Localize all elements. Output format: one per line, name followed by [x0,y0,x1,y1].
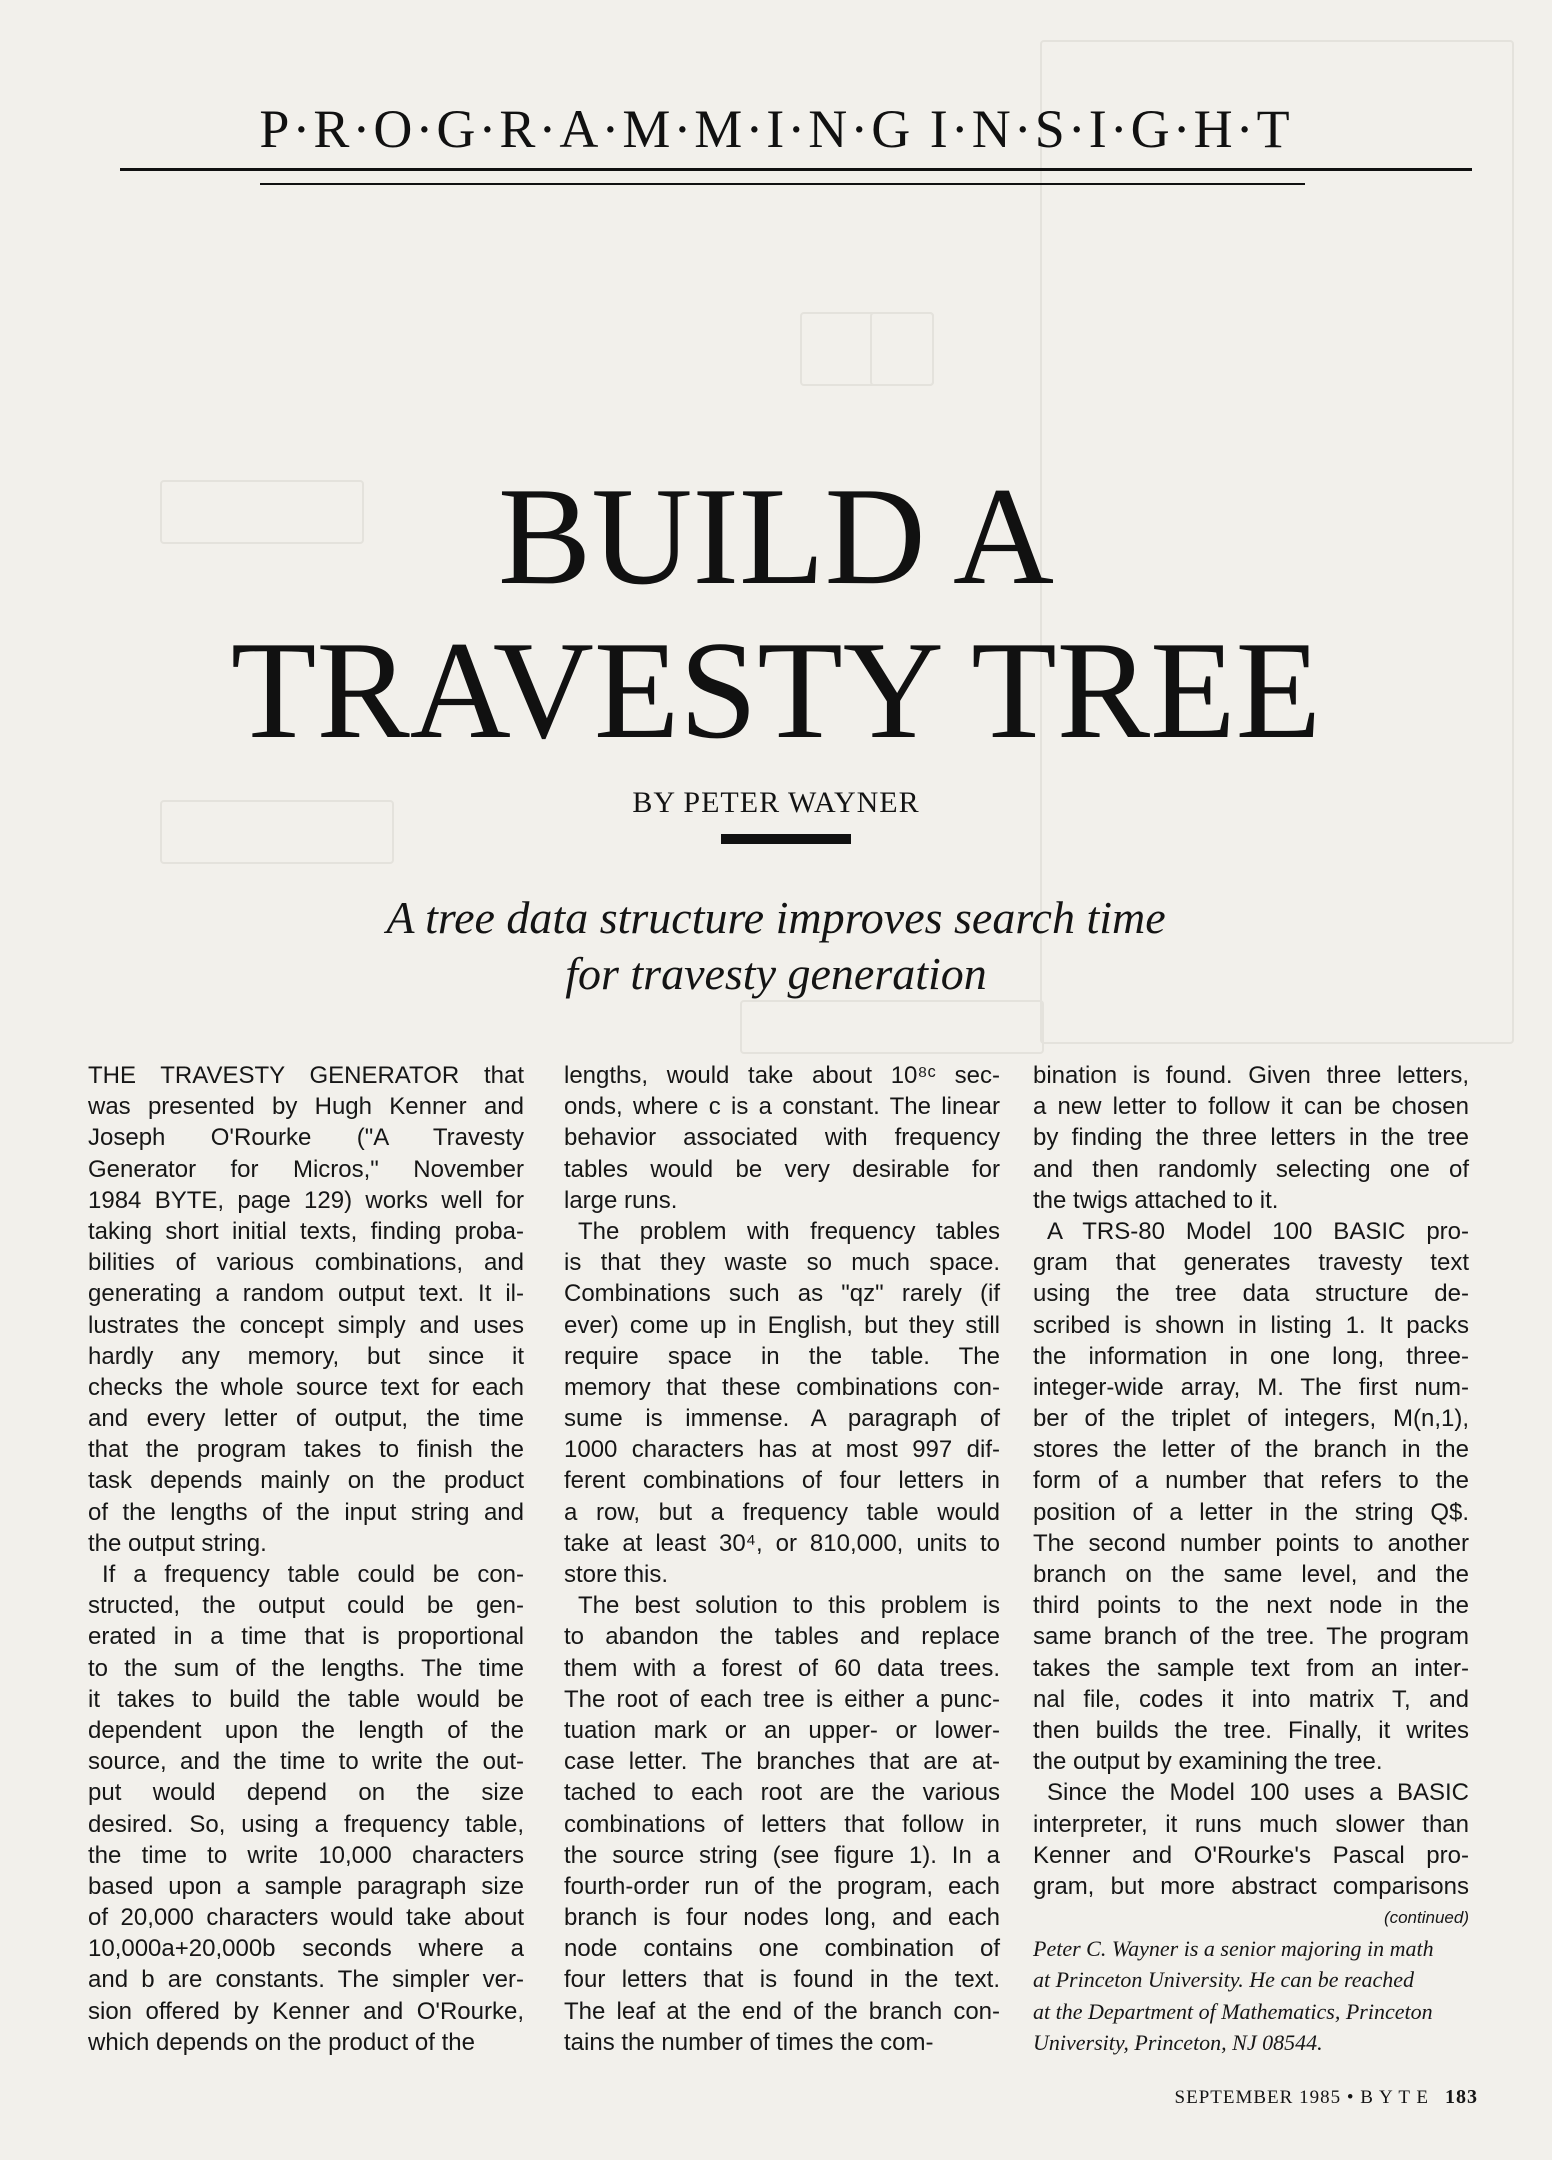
text-line: 1984 BYTE, page 129) works well for [88,1186,524,1214]
text-line: 10,000a+20,000b seconds where a [88,1935,524,1963]
text-line: tains the number of times the com- [564,2028,934,2056]
header-rule-thick [120,168,1472,171]
text-line: erated in a time that is proportional [88,1623,524,1651]
text-line: generating a random output text. It il- [88,1280,524,1308]
text-line: 1000 characters has at most 997 dif- [564,1436,1000,1464]
text-line: checks the whole source text for each [88,1373,524,1401]
text-line: onds, where c is a constant. The linear [564,1093,1000,1121]
text-line: node contains one combination of [564,1935,1000,1963]
text-line: University, Princeton, NJ 08544. [1033,2029,1323,2055]
text-line: interpreter, it runs much slower than [1033,1810,1469,1838]
text-line: a new letter to follow it can be chosen [1033,1093,1469,1121]
text-line: is that they waste so much space. [564,1249,1000,1277]
title-line: TRAVESTY TREE [230,613,1322,768]
text-line: The leaf at the end of the branch con- [564,1997,1000,2025]
text-column-2 [564,1060,1000,2058]
article-deck [0,890,1552,1002]
text-line: put would depend on the size [88,1779,524,1807]
text-line: combinations of letters that follow in [564,1810,1000,1838]
byline-bar [721,834,851,844]
text-line: the information in one long, three- [1033,1342,1469,1370]
text-line: bilities of various combinations, and [88,1249,524,1277]
page-number: 183 [1445,2086,1478,2108]
text-line: the output string. [88,1529,267,1557]
text-line: takes the sample text from an inter- [1033,1654,1469,1682]
deck-line: for travesty generation [565,948,987,999]
text-line: of 20,000 characters would take about [88,1904,524,1932]
text-line: If a frequency table could be con- [102,1561,524,1588]
byline: BY PETER WAYNER [632,786,920,819]
text-line: and every letter of output, the time [88,1405,524,1433]
page-footer [1175,2086,1478,2109]
text-line: tables would be very desirable for [564,1155,1000,1183]
text-line: The second number points to another [1033,1529,1469,1557]
text-line: Since the Model 100 uses a BASIC [1047,1779,1469,1807]
text-line: at the Department of Mathematics, Princeton [1033,1998,1433,2024]
text-line: gram that generates travesty text [1033,1249,1469,1277]
text-line: The problem with frequency tables [578,1217,1000,1245]
text-line: Kenner and O'Rourke's Pascal pro- [1033,1841,1469,1869]
issue-label: SEPTEMBER 1985 • B Y T E [1174,2087,1429,2108]
text-line: task depends mainly on the product [88,1467,524,1495]
article-title [0,460,1552,768]
text-line: structed, the output could be gen- [88,1592,524,1620]
text-line: behavior associated with frequency [564,1124,1000,1152]
text-line: nal file, codes it into matrix T, and [1033,1685,1469,1713]
text-line: require space in the table. The [564,1342,1000,1370]
text-line: ferent combinations of four letters in [564,1467,1000,1495]
text-line: and then randomly selecting one of [1033,1155,1469,1183]
text-line: four letters that is found in the text. [564,1966,1000,1994]
text-line: using the tree data structure de- [1033,1280,1469,1308]
text-line: a row, but a frequency table would [564,1498,1000,1526]
text-line: source, and the time to write the out- [88,1748,524,1776]
text-line: which depends on the product of the [88,2028,475,2056]
text-line: integer-wide array, M. The first num- [1033,1373,1469,1401]
text-line: large runs. [564,1186,678,1214]
text-line: branch on the same level, and the [1033,1561,1469,1588]
deck-line: A tree data structure improves search time [386,892,1166,943]
text-line: (continued) [1383,1908,1469,1928]
text-line: take at least 30⁴, or 810,000, units to [564,1529,1000,1557]
text-line: scribed is shown in listing 1. It packs [1033,1311,1469,1339]
text-line: that the program takes to finish the [88,1436,524,1464]
text-line: The best solution to this problem is [578,1592,1000,1620]
bleed-through-box [740,1000,1044,1054]
text-line: gram, but more abstract comparisons [1033,1872,1469,1900]
text-line: then builds the tree. Finally, it writes [1033,1716,1469,1744]
text-line: ever) come up in English, but they still [564,1311,1000,1339]
text-line: sume is immense. A paragraph of [564,1405,1000,1433]
text-line: Generator for Micros," November [88,1155,524,1183]
text-line: Peter C. Wayner is a senior majoring in math [1033,1936,1434,1962]
text-line: lengths, would take about 10⁸ᶜ sec- [564,1062,1000,1089]
text-line: A TRS-80 Model 100 BASIC pro- [1047,1217,1469,1245]
text-line: lustrates the concept simply and uses [88,1311,524,1339]
text-line: taking short initial texts, finding proba- [88,1217,524,1245]
text-line: hardly any memory, but since it [88,1342,524,1370]
text-line: based upon a sample paragraph size [88,1872,524,1900]
text-line: tuation mark or an upper- or lower- [564,1716,1000,1744]
text-line: it takes to build the table would be [88,1685,524,1713]
text-line: memory that these combinations con- [564,1373,1000,1401]
text-line: Combinations such as "qz" rarely (if [564,1280,1000,1308]
text-line: them with a forest of 60 data trees. [564,1654,1000,1682]
text-line: store this. [564,1561,669,1588]
header-rule-thin [260,183,1305,185]
bleed-through-box [870,312,934,386]
text-line: by finding the three letters in the tree [1033,1124,1469,1152]
text-line: was presented by Hugh Kenner and [88,1093,524,1121]
text-line: same branch of the tree. The program [1033,1623,1469,1651]
text-line: position of a letter in the string Q$. [1033,1498,1469,1526]
text-line: Joseph O'Rourke ("A Travesty [88,1124,524,1152]
text-line: The root of each tree is either a punc- [564,1685,1000,1713]
text-column-1 [88,1060,524,2058]
text-line: case letter. The branches that are at- [564,1748,1000,1776]
text-line: sion offered by Kenner and O'Rourke, [88,1997,524,2025]
text-line: to abandon the tables and replace [564,1623,1000,1651]
text-line: fourth-order run of the program, each [564,1872,1000,1900]
text-line: bination is found. Given three letters, [1033,1062,1469,1089]
text-line: desired. So, using a frequency table, [88,1810,524,1838]
text-line: the twigs attached to it. [1033,1186,1279,1214]
text-line: the source string (see figure 1). In a [564,1841,1000,1869]
text-line: ber of the triplet of integers, M(n,1), [1033,1405,1469,1433]
text-line: the output by examining the tree. [1033,1748,1383,1776]
text-line: dependent upon the length of the [88,1716,524,1744]
text-line: at Princeton University. He can be reached [1033,1967,1415,1993]
text-line: to the sum of the lengths. The time [88,1654,524,1682]
title-line: BUILD A [497,459,1055,614]
text-line: of the lengths of the input string and [88,1498,524,1526]
text-line: tached to each root are the various [564,1779,1000,1807]
text-column-3 [1033,1060,1469,2058]
text-line: form of a number that refers to the [1033,1467,1469,1495]
text-line: and b are constants. The simpler ver- [88,1966,524,1994]
text-line: branch is four nodes long, and each [564,1904,1000,1932]
section-header: P·R·O·G·R·A·M·M·I·N·G I·N·S·I·G·H·T [259,99,1293,159]
text-line: stores the letter of the branch in the [1033,1436,1469,1464]
text-line: third points to the next node in the [1033,1592,1469,1620]
text-line: the time to write 10,000 characters [88,1841,524,1869]
text-line: THE TRAVESTY GENERATOR that [88,1062,524,1089]
